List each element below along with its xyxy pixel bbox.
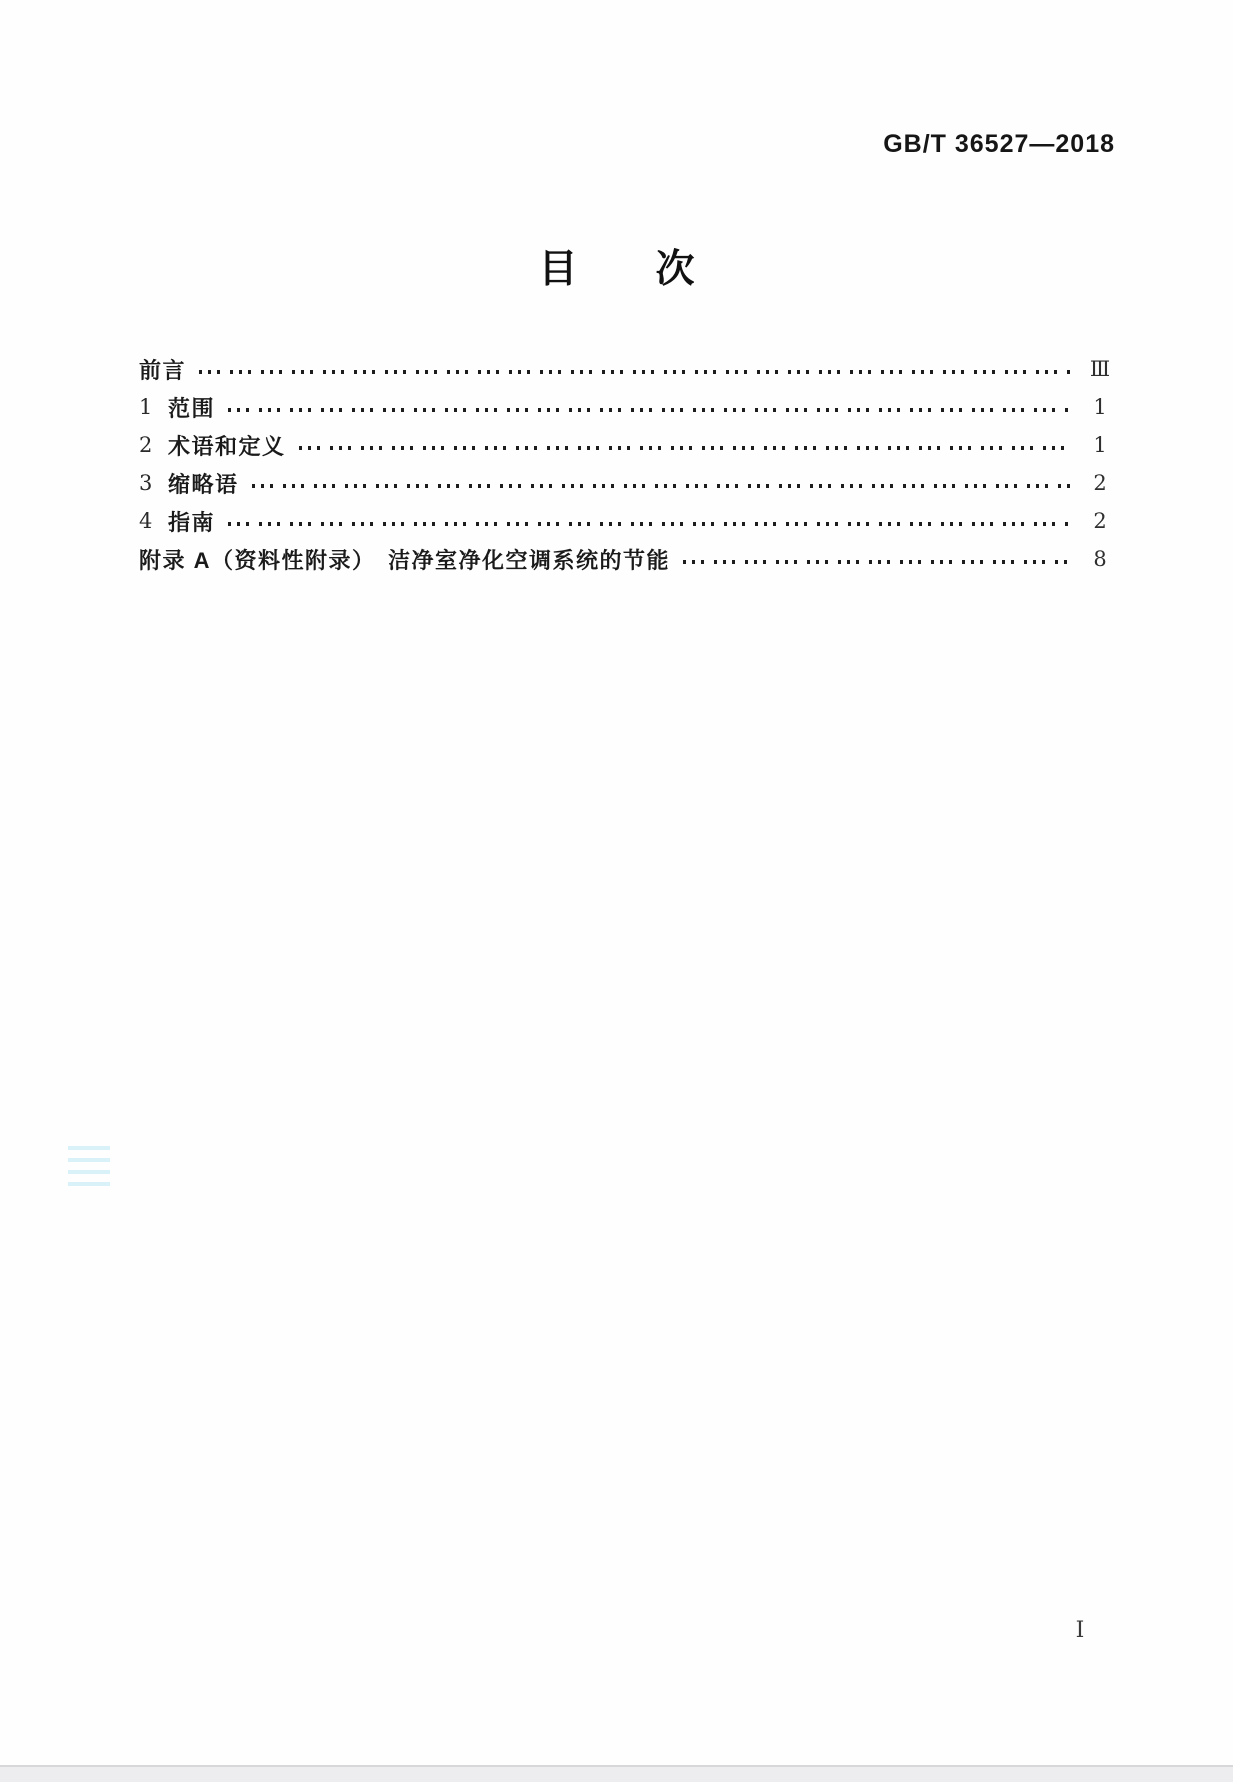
toc-entry-page: 1 xyxy=(1093,395,1107,419)
table-of-contents xyxy=(139,350,1118,578)
toc-entry-page: 1 xyxy=(1093,433,1107,457)
toc-entry-label: 范围 xyxy=(168,395,216,421)
toc-entry-page: 8 xyxy=(1093,547,1107,571)
dot-leader xyxy=(683,560,1072,564)
toc-entry-label: 术语和定义 xyxy=(168,433,286,459)
dot-leader xyxy=(199,370,1072,374)
dot-leader xyxy=(228,408,1072,412)
toc-entry-number: 2 xyxy=(139,433,153,457)
toc-entry-terms xyxy=(139,426,1118,464)
toc-entry-abbreviations xyxy=(139,464,1118,502)
toc-entry-number: 3 xyxy=(139,471,153,495)
toc-entry-page: 2 xyxy=(1093,509,1107,533)
toc-entry-label: 前言 xyxy=(139,357,187,383)
scan-page-edge xyxy=(0,1765,1233,1782)
dot-leader xyxy=(228,522,1072,526)
standard-code: GB/T 36527—2018 xyxy=(883,130,1115,158)
page-number: Ⅰ xyxy=(1075,1618,1085,1643)
dot-leader xyxy=(252,484,1072,488)
scan-artifact xyxy=(68,1146,110,1188)
toc-entry-page: 2 xyxy=(1093,471,1107,495)
toc-entry-foreword xyxy=(139,350,1118,388)
dot-leader xyxy=(299,446,1072,450)
toc-entry-label: 缩略语 xyxy=(168,471,239,497)
toc-entry-scope xyxy=(139,388,1118,426)
toc-entry-number: 4 xyxy=(139,509,153,533)
toc-entry-appendix-a xyxy=(139,540,1118,578)
toc-entry-label: 附录 A（资料性附录） 洁净室净化空调系统的节能 xyxy=(139,547,671,573)
page-title: 目 次 xyxy=(538,248,695,291)
toc-entry-guide xyxy=(139,502,1118,540)
toc-entry-page: Ⅲ xyxy=(1089,357,1111,381)
toc-entry-label: 指南 xyxy=(168,509,216,535)
toc-entry-number: 1 xyxy=(139,395,153,419)
